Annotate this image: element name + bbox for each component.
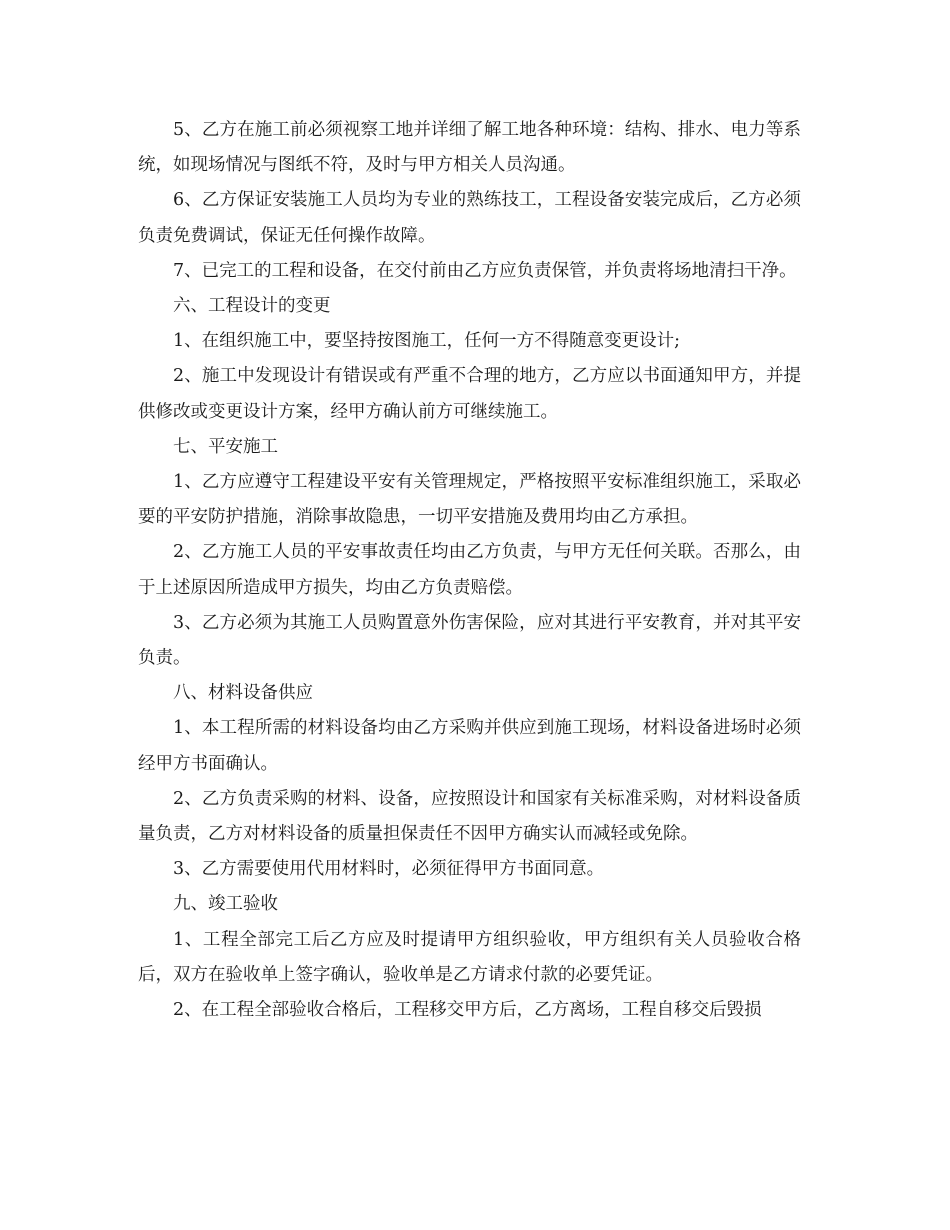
paragraph-7-custody: 7、已完工的工程和设备，在交付前由乙方应负责保管，并负责将场地清扫干净。 bbox=[173, 260, 797, 281]
paragraph-5-site-inspection: 5、乙方在施工前必须视察工地并详细了解工地各种环境：结构、排水、电力等系统，如现场情况与图纸不符，及时与甲方相关人员沟通。 bbox=[138, 120, 801, 176]
paragraph-safety-1: 1、乙方应遵守工程建设平安有关管理规定，严格按照平安标准组织施工，采取必要的平安防护措施，消除事故隐患，一切平安措施及费用均由乙方承担。 bbox=[138, 472, 801, 528]
paragraph-design-change-2: 2、施工中发现设计有错误或有严重不合理的地方，乙方应以书面通知甲方，并提供修改或变更设计方案，经甲方确认前方可继续施工。 bbox=[138, 366, 801, 422]
paragraph-acceptance-2: 2、在工程全部验收合格后，工程移交甲方后，乙方离场，工程自移交后毁损 bbox=[173, 1000, 762, 1021]
section-heading-acceptance: 九、竣工验收 bbox=[173, 894, 278, 915]
document-body bbox=[138, 113, 801, 1028]
paragraph-safety-2: 2、乙方施工人员的平安事故责任均由乙方负责，与甲方无任何关联。否那么，由于上述原因所造成甲方损失，均由乙方负责赔偿。 bbox=[138, 542, 801, 598]
paragraph-materials-3: 3、乙方需要使用代用材料时，必须征得甲方书面同意。 bbox=[173, 859, 605, 880]
section-heading-safety: 七、平安施工 bbox=[173, 436, 278, 457]
paragraph-acceptance-1: 1、工程全部完工后乙方应及时提请甲方组织验收，甲方组织有关人员验收合格后，双方在验收单上签字确认，验收单是乙方请求付款的必要凭证。 bbox=[138, 929, 801, 985]
section-heading-design-change: 六、工程设计的变更 bbox=[173, 296, 331, 317]
paragraph-materials-1: 1、本工程所需的材料设备均由乙方采购并供应到施工现场，材料设备进场时必须经甲方书面确认。 bbox=[138, 718, 801, 774]
paragraph-6-debugging: 6、乙方保证安装施工人员均为专业的熟练技工，工程设备安装完成后，乙方必须负责免费调试，保证无任何操作故障。 bbox=[138, 190, 801, 246]
section-heading-materials: 八、材料设备供应 bbox=[173, 683, 313, 704]
paragraph-materials-2: 2、乙方负责采购的材料、设备，应按照设计和国家有关标准采购，对材料设备质量负责，乙方对材料设备的质量担保责任不因甲方确实认而减轻或免除。 bbox=[138, 788, 801, 845]
paragraph-design-change-1: 1、在组织施工中，要坚持按图施工，任何一方不得随意变更设计; bbox=[173, 331, 681, 352]
paragraph-safety-3: 3、乙方必须为其施工人员购置意外伤害保险，应对其进行平安教育，并对其平安负责。 bbox=[138, 612, 801, 669]
